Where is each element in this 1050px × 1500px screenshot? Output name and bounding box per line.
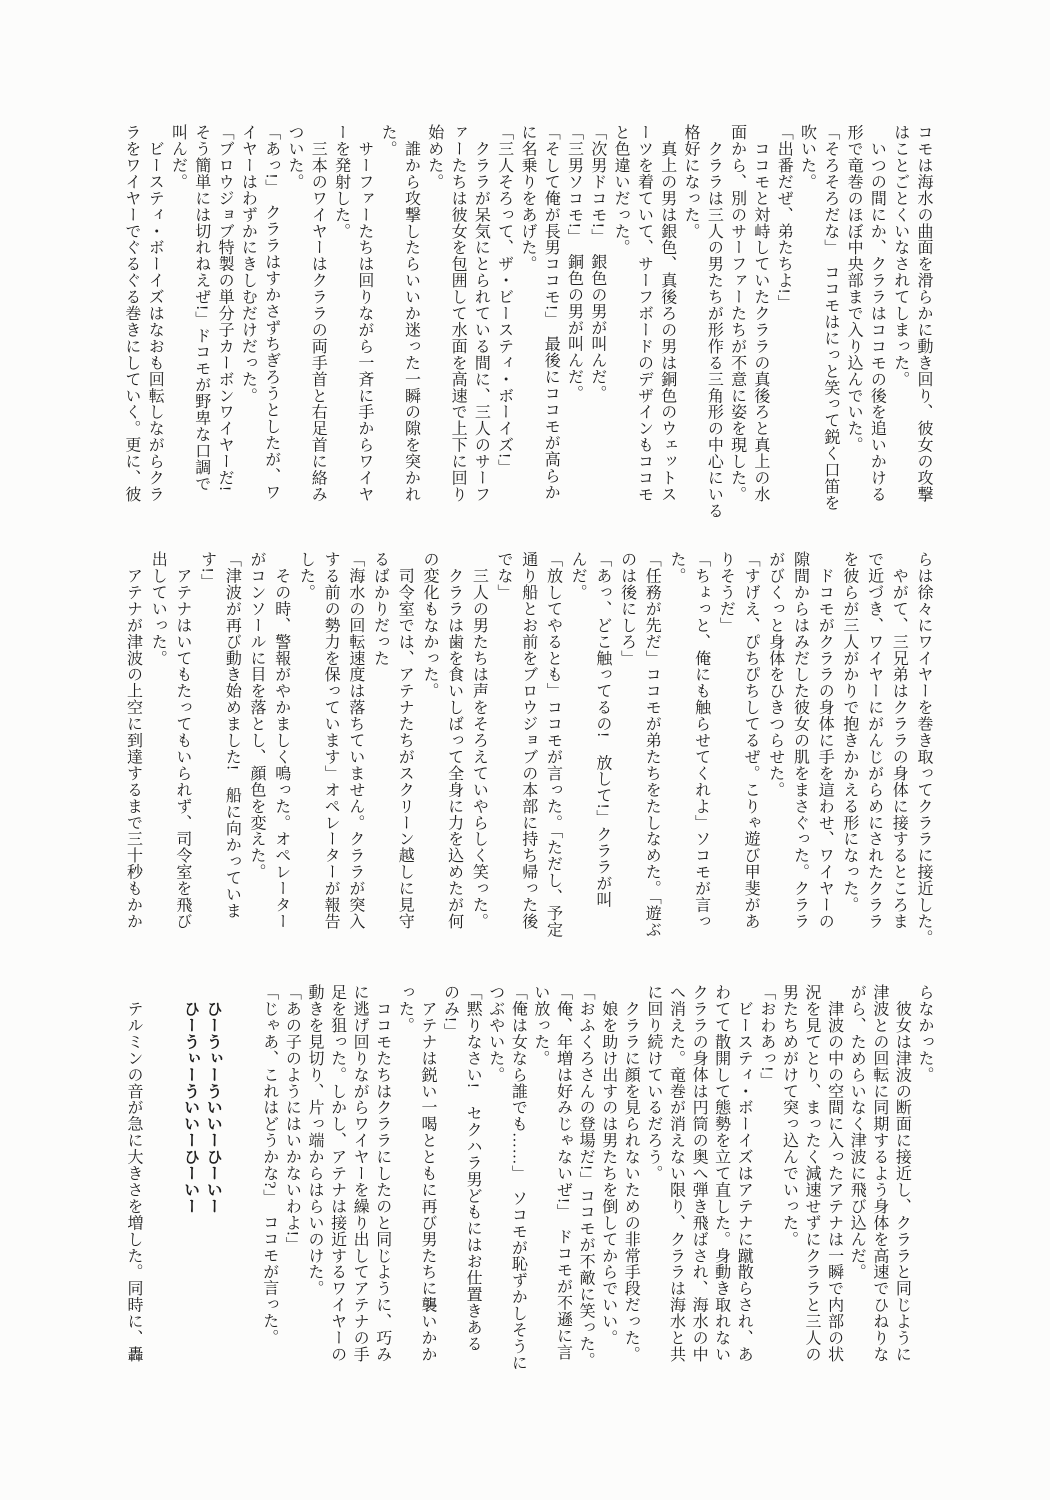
text-column: 「おふくろさんの登場だ!」ココモが不敵に笑った。 — [577, 984, 595, 1369]
text-column: 「おわあっ!」 — [757, 984, 775, 1089]
text-column: クララは三人の男たちが形作る三角形の中心にいる — [705, 124, 723, 519]
text-column: クララに顔を見られないための非常手段だった。 — [622, 984, 640, 1363]
text-column: 足を狙った。しかし、アテナは接近するワイヤーの — [328, 984, 346, 1363]
text-column: ビースティ・ボーイズはなおも回転しながらクラ — [146, 124, 164, 503]
text-column: 「あっ、どこ触ってるの! 放して!」クララが叫 — [593, 551, 611, 909]
text-column: るばかりだった — [371, 551, 389, 667]
text-column: ビースティ・ボーイズはアテナに蹴散らされ、あ — [735, 984, 753, 1363]
text-column: でな」 — [495, 551, 513, 601]
text-column: らなかった。 — [916, 984, 933, 1083]
text-column: 出していった。 — [149, 551, 167, 667]
text-column: と色違いだった。 — [612, 124, 630, 256]
text-column: 隙間からはみだした彼女の肌をまさぐった。クララ — [791, 551, 809, 930]
text-column: 「三男ソコモ!」 銅色の男が叫んだ。 — [565, 124, 583, 402]
text-column: 始めた。 — [425, 124, 443, 190]
text-column: 吹いた。 — [798, 124, 816, 190]
text-column: た。 — [379, 124, 397, 157]
text-column: 面から、別のサーファーたちが不意に姿を現した。 — [728, 124, 746, 503]
text-column: やがて、三兄弟はクララの身体に接するところま — [890, 551, 908, 930]
text-column: に名乗りをあげた。 — [518, 124, 536, 273]
text-column: ついた。 — [285, 124, 303, 190]
text-column: そう簡単には切れねえぜ!」ドコモが野卑な口調で — [192, 124, 210, 492]
text-column: 「放してやるとも」ココモが言った。「ただし、予定 — [544, 551, 562, 938]
text-column: アテナはいてもたってもいられず、司令室を飛び — [173, 551, 191, 930]
text-column: 「そして俺が長男ココモ!」 最後にココモが高らか — [542, 124, 560, 501]
text-column: ココモと対峙していたクララの真後ろと真上の水 — [751, 124, 769, 503]
text-column: のみ!」 — [441, 984, 459, 1040]
text-column: 津波との回転に同期するよう身体を高速でひねりな — [870, 984, 888, 1363]
text-column: ーツを着ていて、サーフボードのデザインもココモ — [635, 124, 653, 503]
text-column: 形で竜巻のほぼ中央部まで入り込んでいた。 — [845, 124, 863, 453]
text-column: 真上の男は銀色、真後ろの男は銅色のウェットス — [658, 124, 676, 503]
text-column: りそうだ」 — [717, 551, 735, 634]
text-column: テルミンの音が急に大きさを増した。同時に、轟 — [125, 984, 142, 1363]
sound-effect-column: ひーうぃーういいーひーいー — [181, 984, 199, 1215]
text-column: 「出番だぜ、弟たちよ!」 — [775, 124, 793, 311]
text-column: 「ブロウジョブ特製の単分子カーボンワイヤーだ! — [216, 124, 234, 492]
text-column: サーファーたちは回りながら一斉に手からワイヤ — [355, 124, 373, 503]
text-column: 「黙りなさい! セクハラ男どもにはお仕置きある — [464, 984, 482, 1352]
text-column: 「あの子のようにはいかないわよ!」 — [283, 984, 301, 1253]
text-column: 動きを見切り、片っ端からはらいのけた。 — [305, 984, 323, 1297]
text-column: アテナが津波の上空に到達するまで三十秒もかか — [124, 551, 142, 930]
text-column: 司令室では、アテナたちがスクリーン越しに見守 — [396, 551, 414, 930]
text-column: へ消えた。竜巻が消えない限り、クララは海水と共 — [667, 984, 685, 1363]
text-column: 誰から攻撃したらいいか迷った一瞬の隙を突かれ — [402, 124, 420, 503]
text-column: 三本のワイヤーはクララの両手首と右足首に絡み — [309, 124, 327, 503]
text-band-top — [120, 124, 935, 519]
text-column: 「三人そろって、ザ・ビースティ・ボーイズ!」 — [495, 124, 513, 476]
text-column: ーを発射した。 — [332, 124, 350, 240]
text-column: ドコモがクララの身体に手を這わせ、ワイヤーの — [816, 551, 834, 930]
text-column: 「ちょっと、俺にも触らせてくれよ」ソコモが言っ — [692, 551, 710, 930]
text-column: 格好になった。 — [682, 124, 700, 240]
text-column: 「俺、年増は好みじゃないぜ!」 ドコモが不遜に言 — [554, 984, 572, 1361]
text-column: った。 — [396, 984, 414, 1034]
text-column: 通り船とお前をブロウジョブの本部に持ち帰った後 — [519, 551, 537, 930]
text-column: 「あっ!」 クララはすかさずちぎろうとしたが、ワ — [262, 124, 280, 501]
text-column: 「そろそろだな」 ココモはにっと笑って鋭く口笛を — [821, 124, 839, 511]
text-column: に回り続けているだろう。 — [644, 984, 662, 1182]
text-column: はことごとくいなされてしまった。 — [891, 124, 909, 388]
text-column: 況を見てとり、まったく減速せずにクララと三人の — [803, 984, 821, 1363]
text-band-bottom — [121, 984, 935, 1371]
text-band-middle — [120, 551, 935, 946]
text-column: 「津波が再び動き始めました! 船に向かっていま — [223, 551, 241, 919]
sound-effect-column: ひーうぃーういいーひーいー — [204, 984, 222, 1215]
text-column: 「海水の回転速度は落ちていません。クララが突入 — [346, 551, 364, 930]
text-column: 「じゃあ、これはどうかな?」 ココモが言った。 — [260, 984, 278, 1346]
text-column: した。 — [297, 551, 315, 601]
text-column: つぶやいた。 — [486, 984, 504, 1083]
text-column: 娘を助け出すのは男たちを倒してからでいい。 — [599, 984, 617, 1346]
text-column: を彼らが三人がかりで抱きかかえる形になった。 — [840, 551, 858, 913]
text-column: アテナは鋭い一喝とともに再び男たちに襲いかか — [418, 984, 436, 1363]
text-column: 男たちめがけて突っ込んでいった。 — [780, 984, 798, 1248]
text-column: で近づき、ワイヤーにがんじがらめにされたクララ — [865, 551, 883, 930]
text-column: 「俺は女なら誰でも……」 ソコモが恥ずかしそうに — [509, 984, 527, 1371]
text-column: のは後にしろ」 — [618, 551, 636, 667]
text-column: の変化もなかった。 — [420, 551, 438, 700]
text-column: がびくっと身体をひきつらせた。 — [766, 551, 784, 798]
text-column: に逃げ回りながらワイヤーを繰り出してアテナの手 — [351, 984, 369, 1363]
text-column: クララは歯を食いしばって全身に力を込めたが何 — [445, 551, 463, 930]
text-column: クララが呆気にとられている間に、三人のサーフ — [472, 124, 490, 503]
text-column: 「任務が先だ」ココモが弟たちをたしなめた。「遊ぶ — [643, 551, 661, 938]
text-column: クララの身体は円筒の奥へ弾き飛ばされ、海水の中 — [690, 984, 708, 1363]
text-column: ァーたちは彼女を包囲して水面を高速で上下に回り — [449, 124, 467, 503]
text-column: す!」 — [198, 551, 216, 590]
text-column: 津波の中の空間に入ったアテナは一瞬で内部の状 — [825, 984, 843, 1363]
text-column: ココモたちはクララにしたのと同じように、巧み — [373, 984, 391, 1363]
text-column: がら、ためらいなく津波に飛び込んだ。 — [848, 984, 866, 1281]
text-column: ラをワイヤーでぐるぐる巻きにしていく。更に、彼 — [122, 124, 140, 503]
text-column: らは徐々にワイヤーを巻き取ってクララに接近した。 — [915, 551, 932, 946]
text-column: 三人の男たちは声をそろえていやらしく笑った。 — [470, 551, 488, 930]
text-column: 「次男ドコモ!」 銀色の男が叫んだ。 — [588, 124, 606, 402]
text-column: 彼女は津波の断面に接近し、クララと同じように — [893, 984, 911, 1363]
text-column: コモは海水の曲面を滑らかに動き回り、彼女の攻撃 — [915, 124, 932, 503]
text-column: いつの間にか、クララはココモの後を追いかける — [868, 124, 886, 503]
text-column: イヤーはわずかにきしむだけだった。 — [239, 124, 257, 404]
text-column: する前の勢力を保っています」オペレーターが報告 — [322, 551, 340, 930]
text-column: た。 — [667, 551, 685, 584]
text-column: んだ。 — [569, 551, 587, 601]
text-column: わてて散開して態勢を立て直した。身動き取れない — [712, 984, 730, 1363]
text-column: 「すげえ、ぴちぴちしてるぜ。こりゃ遊び甲斐があ — [742, 551, 760, 930]
text-column: 叫んだ。 — [169, 124, 187, 190]
text-column: がコンソールに目を落とし、顔色を変えた。 — [248, 551, 266, 880]
text-column: い放った。 — [531, 984, 549, 1067]
text-column: その時、警報がやかましく鳴った。オペレーター — [272, 551, 290, 930]
